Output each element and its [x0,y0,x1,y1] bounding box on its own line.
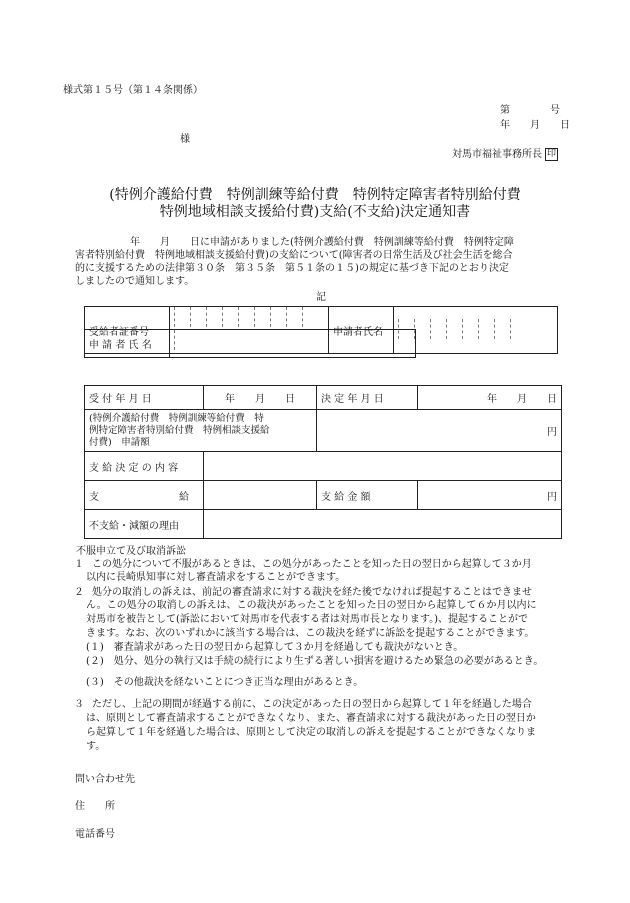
recipient-suffix: 様 [180,134,190,145]
sub-item-2: (２) 処分、処分の執行又は手続の続行により生ずる著しい損害を避けるため緊急の必要があるとき。 [86,656,544,667]
decision-date-label: 決 定 年 月 日 [317,386,418,410]
received-date-label: 受 付 年 月 日 [85,386,204,410]
payment-amount-field[interactable]: 円 [418,481,562,510]
item-2-line-a: 処分の取消しの訴えは、前記の審査請求に対する裁決を経た後でなければ提起することはできませ [92,587,532,598]
document-number: 第 号 [500,105,560,116]
title-line-2: 特例地域相談支援給付費)支給(不支給)決定通知書 [159,204,471,220]
decision-content-field[interactable] [204,452,562,481]
item-2-line-b: ん。この処分の取消しの訴えは、この裁決があったことを知った日の翌日から起算して６か月以内に [86,600,537,611]
document-date: 年 月 日 [500,120,570,131]
applied-amount-label [85,410,317,452]
ki-mark: 記 [316,292,326,303]
item-3-line-c: ら起算して１年を経過した場合は、原則として決定の取消しの訴えを提起することができなくなりま [86,727,536,738]
item-2-line-c: 対馬市を被告として(訴訟において対馬市を代表する者は対馬市長となります。)、提起することがで [86,614,529,625]
title-line-1: (特例介護給付費 特例訓練等給付費 特例特定障害者特別給付費 [109,187,521,203]
decision-date-field[interactable]: 年 月 日 [418,386,562,410]
applicant-name-label-short: 申請者氏名 [329,307,394,354]
applicant-name-table [84,329,416,358]
applicant-name-label: 申 請 者 氏 名 [85,330,170,358]
item-2-number: ２ [74,587,84,598]
intro-line-1: 年 月 日に申請がありました(特例介護給付費 特例訓練等給付費 特例特定障 [130,237,514,248]
contact-phone-label: 電話番号 [75,829,115,840]
applied-amount-label-2: 例特定障害者特別給付費 特例相談支援給 [89,424,270,436]
payment-amount-label: 支 給 金 額 [317,481,418,510]
applicant-name-field[interactable] [170,330,416,358]
item-1-line-b: 以内に長崎県知事に対し審査請求をすることができます。 [86,572,346,583]
applied-amount-label-3: 付費) 申請額 [89,436,150,448]
reason-field[interactable] [204,510,562,539]
issuer [452,148,558,161]
decision-content-label: 支 給 決 定 の 内 容 [85,452,204,481]
item-3-line-d: す。 [86,741,106,752]
item-3-line-a: ただし、上記の期間が経過する前に、この決定があった日の翌日から起算して１年を経過した場合 [92,699,532,710]
contact-address-label: 住 所 [75,801,115,812]
item-3-number: ３ [74,699,84,710]
intro-line-3: 的に支援するための法律第３０条 第３５条 第５１条の１５)の規定に基づき下記のとおり決定 [75,263,509,274]
received-date-field[interactable]: 年 月 日 [204,386,317,410]
form-id: 様式第１５号（第１４条関係） [63,85,203,96]
decision-table [84,385,562,539]
contact-heading: 問い合わせ先 [75,774,135,785]
applicant-name-cells[interactable] [394,307,558,354]
item-2-line-d: きます。なお、次のいずれかに該当する場合は、この裁決を経ずに訴訟を提起することができます。 [86,628,535,639]
intro-line-4: しましたので通知します。 [75,276,195,287]
applied-amount-label-1: (特例介護給付費 特例訓練等給付費 特 [89,412,264,424]
cert-number-label: 受給者証番号 [85,307,170,354]
intro-line-2: 害者特別給付費 特例地域相談支援給付費)の支給について(障害者の日常生活及び社会生活を総合 [75,250,513,261]
reason-label: 不支給・減額の理由 [85,510,204,539]
applied-amount-field[interactable]: 円 [317,410,562,452]
item-3-line-b: は、原則として審査請求することができなくなり、また、審査請求に対する裁決があった日の翌日か [86,713,536,724]
issuer-name: 対馬市福祉事務所長 [452,149,542,160]
item-1-line-a: この処分について不服があるときは、この処分があったことを知った日の翌日から起算して３か月 [92,559,532,570]
seal-mark: 印 [546,149,556,159]
payment-field[interactable] [204,481,317,510]
objection-heading: 不服申立て及び取消訴訟 [76,546,186,557]
item-1-number: １ [74,559,84,570]
sub-item-1: (１) 審査請求があった日の翌日から起算して３か月を経過しても裁決がないとき。 [86,642,464,653]
payment-label: 支 給 [85,481,204,510]
sub-item-3: (３) その他裁決を経ないことにつき正当な理由があるとき。 [86,677,364,688]
